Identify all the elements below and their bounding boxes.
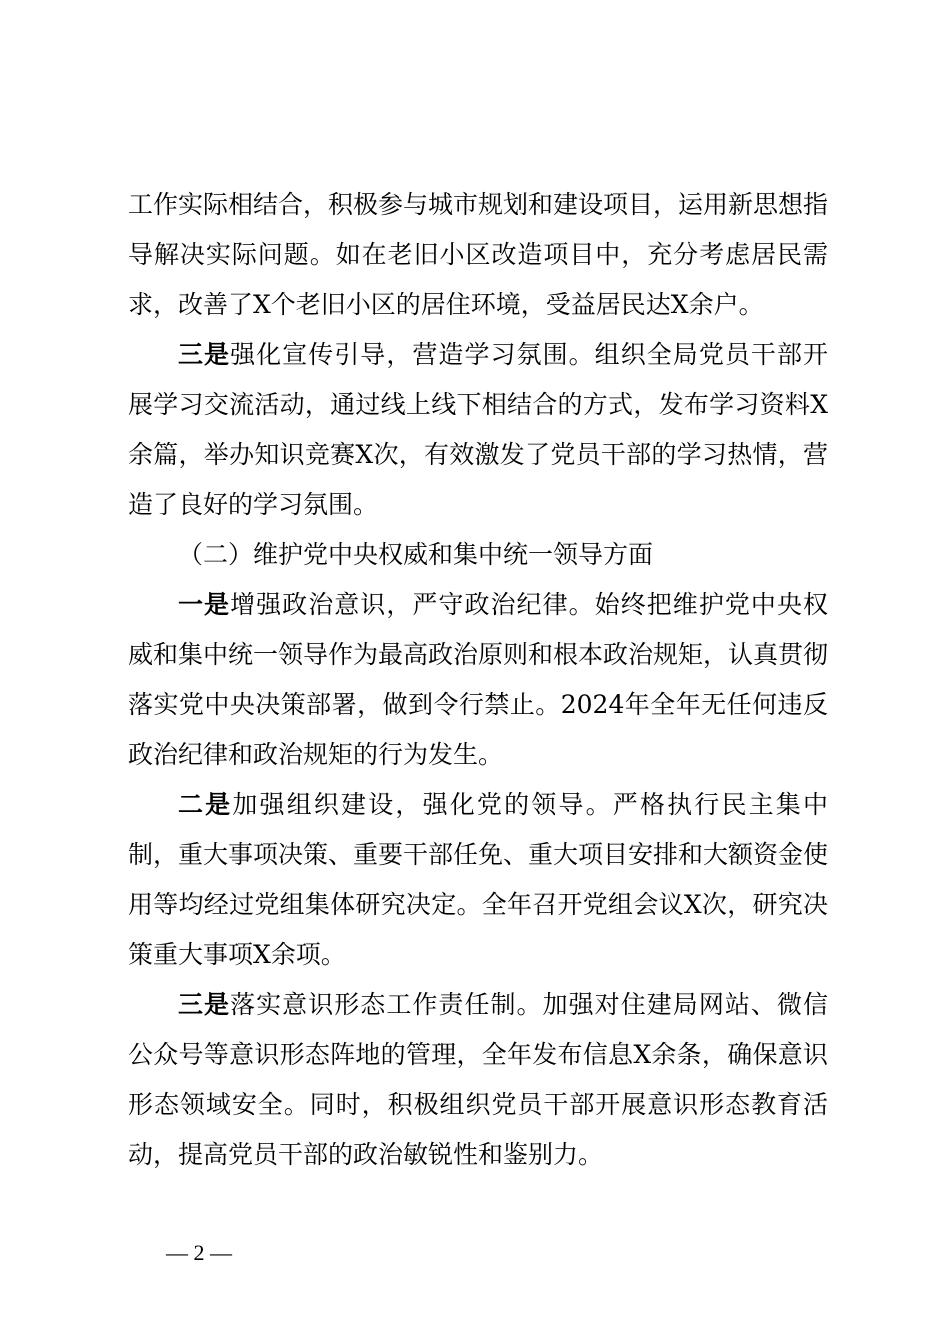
paragraph-continuation bbox=[128, 180, 828, 330]
paragraph-lead: 二是 bbox=[178, 790, 233, 819]
paragraph-text: 加强组织建设，强化党的领导。严格执行民主集中制，重大事项决策、重要干部任免、重大项目安排和大额资金使用等均经过党组集体研究决定。全年召开党组会议X次，研究决策重大事项X余项。 bbox=[128, 790, 829, 969]
paragraph-item-three-study bbox=[128, 330, 828, 530]
paragraph-item-two bbox=[128, 780, 828, 980]
paragraph-text: 工作实际相结合，积极参与城市规划和建设项目，运用新思想指导解决实际问题。如在老旧小区改造项目中，充分考虑居民需求，改善了X个老旧小区的居住环境，受益居民达X余户。 bbox=[128, 190, 829, 319]
paragraph-item-three-ideology bbox=[128, 980, 828, 1180]
page-number: — 2 — bbox=[166, 1240, 232, 1265]
paragraph-text: 增强政治意识，严守政治纪律。始终把维护党中央权威和集中统一领导作为最高政治原则和根本政治规矩，认真贯彻落实党中央决策部署，做到令行禁止。2024年全年无任何违反政治纪律和政治规矩的行为发生。 bbox=[128, 590, 829, 769]
paragraph-lead: 一是 bbox=[178, 590, 231, 619]
document-body bbox=[128, 180, 828, 1180]
paragraph-text: 强化宣传引导，营造学习氛围。组织全局党员干部开展学习交流活动，通过线上线下相结合的方式，发布学习资料X余篇，举办知识竞赛X次，有效激发了党员干部的学习热情，营造了良好的学习氛围。 bbox=[128, 340, 828, 519]
section-heading bbox=[128, 530, 828, 580]
paragraph-lead: 三是 bbox=[178, 990, 231, 1019]
paragraph-item-one bbox=[128, 580, 828, 780]
paragraph-lead: 三是 bbox=[178, 340, 231, 369]
paragraph-text: 落实意识形态工作责任制。加强对住建局网站、微信公众号等意识形态阵地的管理，全年发布信息X余条，确保意识形态领域安全。同时，积极组织党员干部开展意识形态教育活动，提高党员干部的政治敏锐性和鉴别力。 bbox=[128, 990, 828, 1169]
section-heading-text: （二）维护党中央权威和集中统一领导方面 bbox=[178, 540, 654, 569]
